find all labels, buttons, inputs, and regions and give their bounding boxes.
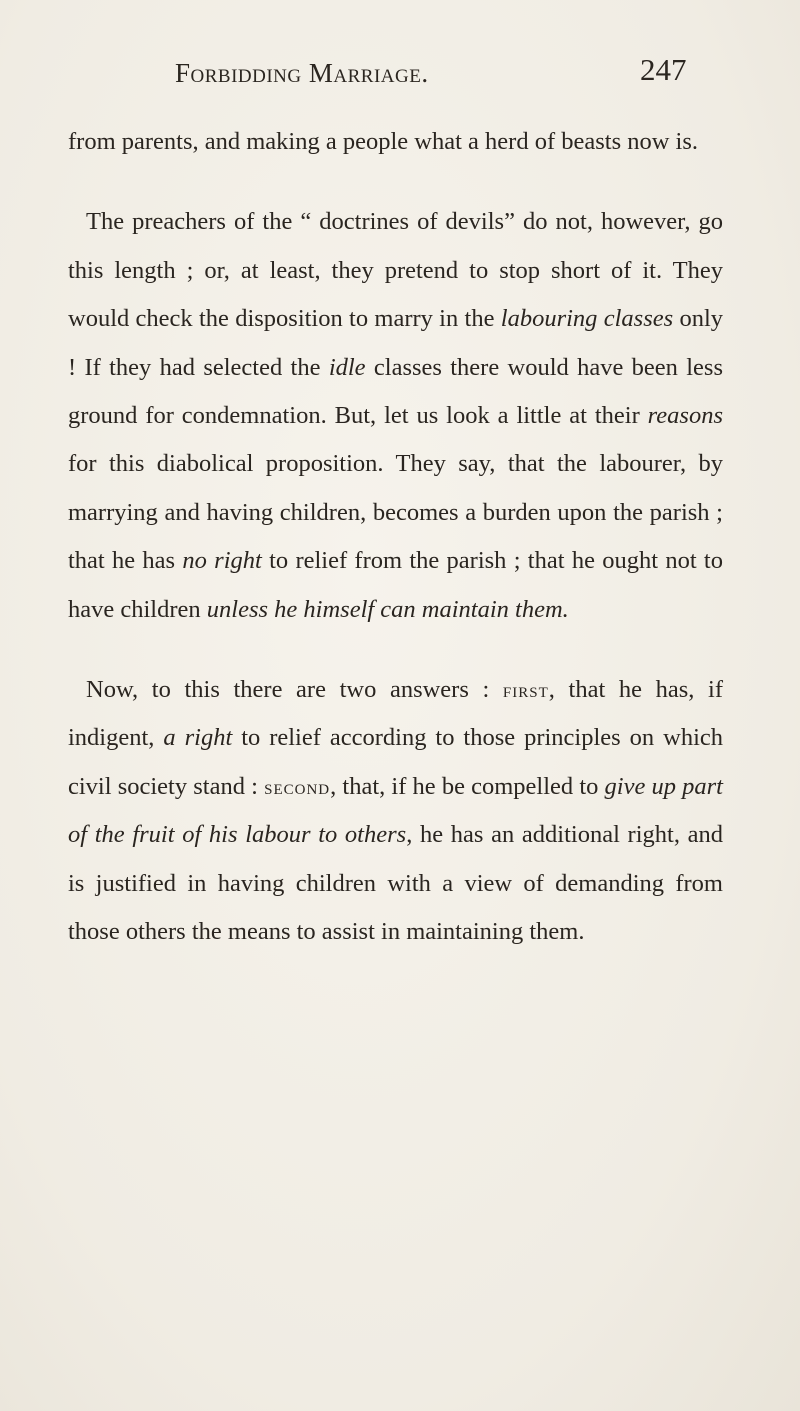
paragraph-1 (68, 118, 723, 166)
text-run: to relief according to those principles on which civil society stand : (68, 724, 723, 800)
italic-run: reasons (647, 402, 723, 430)
italic-run: idle (328, 353, 366, 381)
italic-run: give up part of the fruit of his labour to others (68, 772, 723, 849)
italic-run: a right (163, 724, 233, 752)
text-run: from parents, and making a people what a herd of beasts now is. (68, 128, 699, 155)
text-run: , that he has, if indigent, (68, 676, 723, 752)
italic-run: unless he himself can maintain them. (206, 595, 569, 623)
text-run: , he has an additional right, and is justified in having children with a view of demanding from those others the means to assist in maintaining them. (68, 821, 723, 946)
text-run: to relief from the parish ; that he ought not to have children (68, 547, 723, 623)
text-run: for this diabolical proposition. They say, that the labourer, by marrying and having children, becomes a burden upon the parish ; that he has (68, 450, 723, 575)
text-run: The preachers of the “ doctrines of devils” do not, however, go this length ; or, at least, they pretend to stop short of it. They would check the disposition to marry in the (68, 208, 723, 333)
page-header (0, 52, 800, 98)
body-text (68, 118, 723, 957)
italic-run: labouring classes (500, 305, 674, 333)
running-head: Forbidding Marriage. (175, 58, 429, 88)
text-run: , that, if he be compelled to (330, 772, 605, 800)
italic-run: no right (182, 547, 262, 575)
paragraph-3 (68, 666, 723, 956)
paragraph-2 (68, 198, 723, 634)
page-number: 247 (640, 52, 687, 87)
text-run: only ! If they had selected the (68, 305, 723, 381)
text-run: classes there would have been less ground for condemnation. But, let us look a little at their (68, 353, 724, 430)
smallcaps-run: first (502, 677, 549, 703)
smallcaps-run: second (264, 773, 331, 799)
text-run: Now, to this there are two answers : (86, 676, 503, 704)
